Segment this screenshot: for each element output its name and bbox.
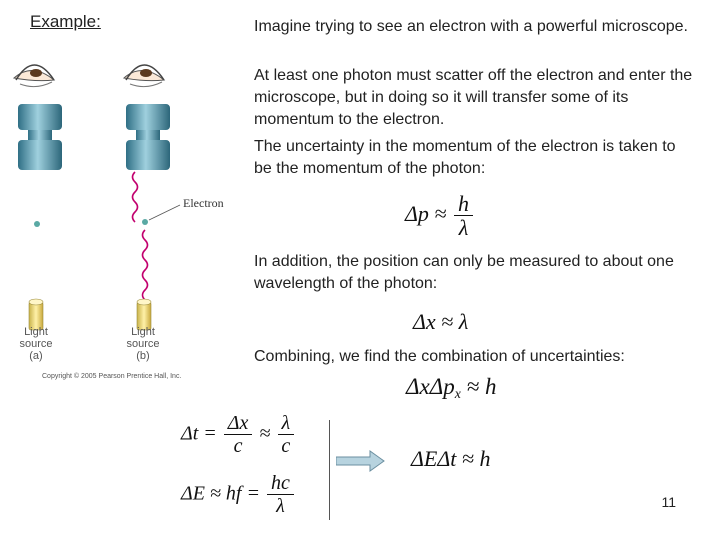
- light-source-label-b: Light source (b): [126, 326, 160, 362]
- right-arrow-icon: [336, 450, 386, 472]
- paragraph-photon-scatter: At least one photon must scatter off the electron and enter the microscope, but in doing so it will transfer some of its momentum to the electron.: [254, 67, 693, 128]
- electron-pointer-line: [149, 205, 180, 220]
- electron-dot-b: [142, 219, 148, 225]
- equation-uncertainty-product: ΔxΔp$_x$ ≈ h: [406, 374, 497, 402]
- eye-icon-b: [124, 65, 164, 87]
- equation-energy-time: ΔEΔt ≈ h: [411, 446, 491, 471]
- paragraph-position-uncertainty: In addition, the position can only be measured to about one wavelength of the photon:: [254, 253, 674, 292]
- electron-label: Electron: [183, 196, 224, 210]
- example-heading: Example:: [30, 12, 101, 31]
- paragraph-combining: Combining, we find the combination of uncertainties:: [254, 348, 625, 365]
- equation-position: Δx ≈ λ: [413, 309, 469, 334]
- equation-energy: ΔE ≈ hf = $\frac{hc}{\lambda}$: [181, 473, 296, 517]
- electron-dot-a: [34, 221, 40, 227]
- paragraph-intro: Imagine trying to see an electron with a powerful microscope.: [254, 18, 688, 35]
- light-source-label-a: Light source (a): [19, 326, 53, 362]
- photon-wave: [133, 172, 148, 320]
- microscope-icon-b: [126, 104, 170, 170]
- figure-copyright: Copyright © 2005 Pearson Prentice Hall, Inc.: [42, 373, 182, 380]
- microscope-icon-a: [18, 104, 62, 170]
- paragraph-momentum-uncertainty: The uncertainty in the momentum of the electron is taken to be the momentum of the photon:: [254, 138, 676, 177]
- equation-time: Δt = $\frac{\Delta x}{c}$ ≈ $\frac{\lambda}{c}$: [181, 413, 296, 457]
- vertical-divider: [329, 420, 330, 520]
- page-number: 11: [661, 494, 676, 510]
- eye-icon-a: [14, 65, 54, 87]
- equation-momentum: Δp ≈ $\frac{h}{\lambda}$: [405, 192, 475, 240]
